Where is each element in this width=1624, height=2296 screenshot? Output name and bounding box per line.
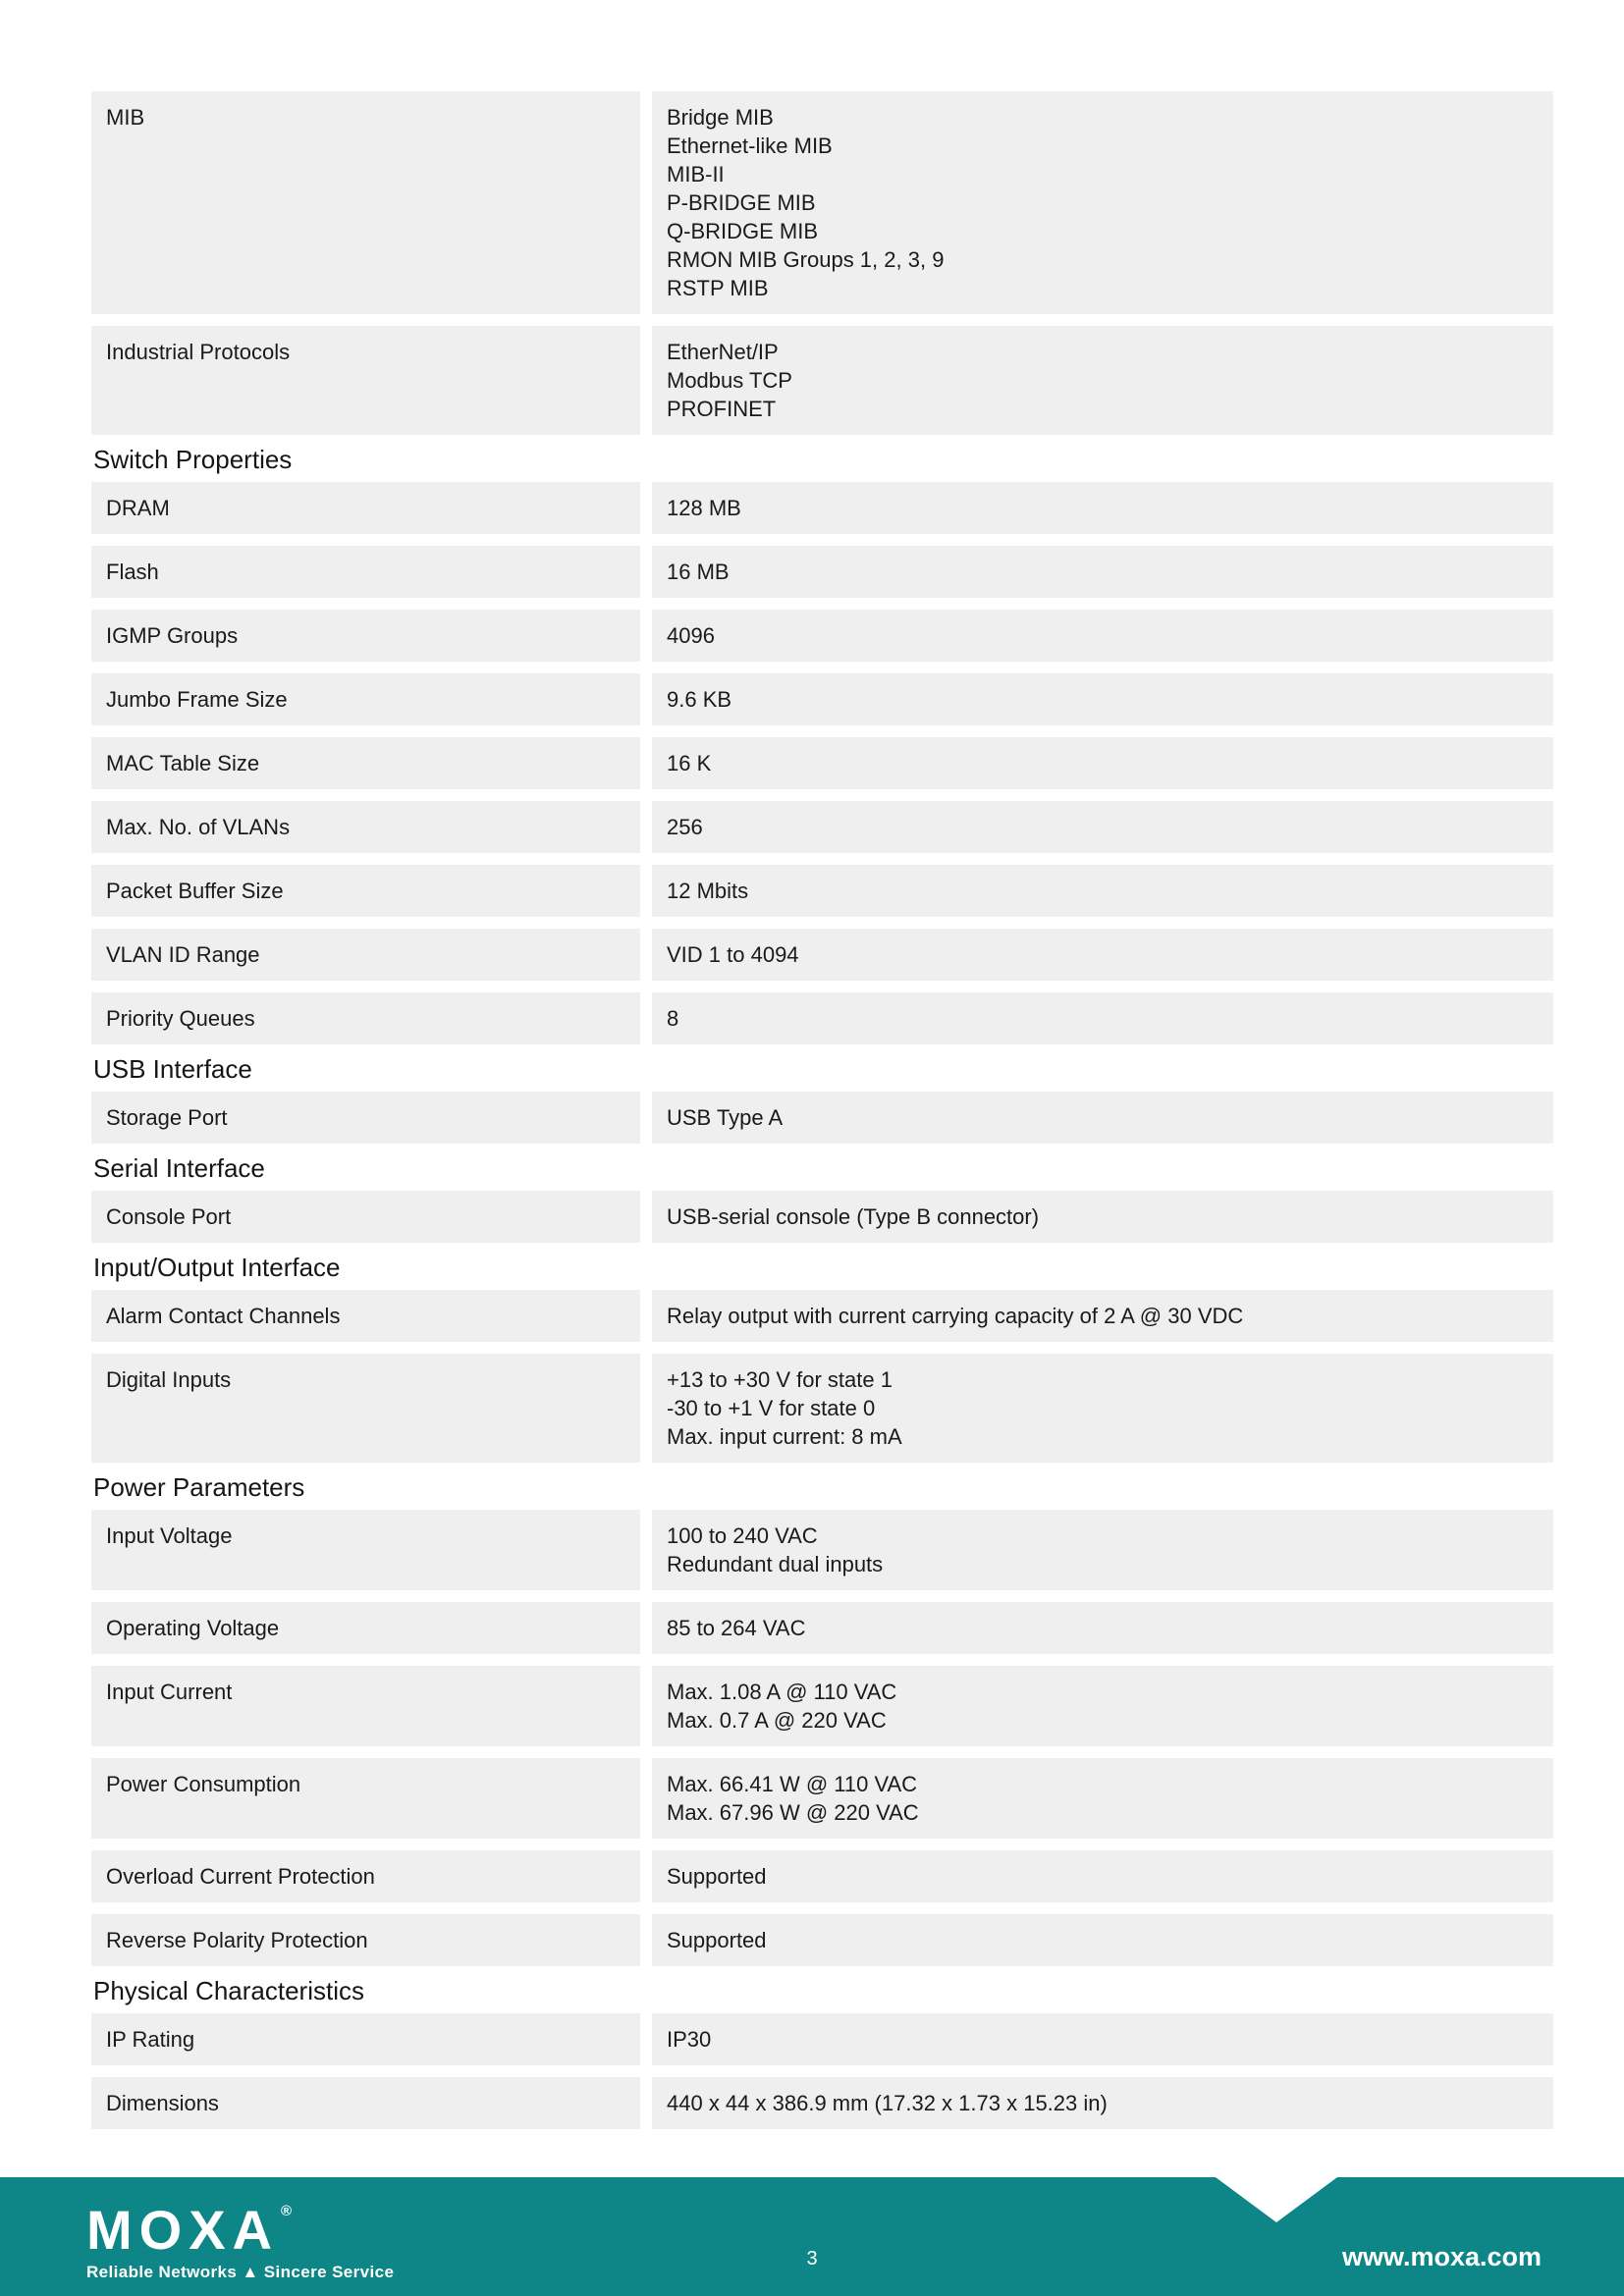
spec-value-line: Relay output with current carrying capacity of 2 A @ 30 VDC (667, 1304, 1244, 1328)
spec-label: DRAM (91, 482, 640, 534)
spec-value-line: IP30 (667, 2027, 712, 2052)
spec-row (91, 865, 1553, 917)
section-title: Physical Characteristics (93, 1976, 364, 2005)
spec-label: Max. No. of VLANs (91, 801, 640, 853)
spec-label: Alarm Contact Channels (91, 1290, 640, 1342)
spec-value (652, 1914, 1553, 1966)
spec-label: Digital Inputs (91, 1354, 640, 1463)
spec-row (91, 801, 1553, 853)
spec-value-line: VID 1 to 4094 (667, 942, 799, 967)
moxa-brand-text: MOXA (86, 2199, 279, 2261)
spec-value (652, 2077, 1553, 2129)
spec-value-line: 85 to 264 VAC (667, 1616, 806, 1640)
spec-value-line: 16 MB (667, 560, 730, 584)
spec-value-line: Modbus TCP (667, 368, 792, 393)
spec-value-line: P-BRIDGE MIB (667, 190, 816, 215)
spec-value (652, 1510, 1553, 1590)
spec-row (91, 2077, 1553, 2129)
spec-value (652, 1092, 1553, 1144)
spec-label: Overload Current Protection (91, 1850, 640, 1902)
spec-value-line: 8 (667, 1006, 679, 1031)
spec-row (91, 2013, 1553, 2065)
spec-value-line: 16 K (667, 751, 712, 775)
spec-row (91, 1354, 1553, 1463)
spec-value-line: 256 (667, 815, 703, 839)
spec-value-line: USB Type A (667, 1105, 784, 1130)
spec-label: MAC Table Size (91, 737, 640, 789)
spec-row (91, 673, 1553, 725)
spec-value-line: 9.6 KB (667, 687, 732, 712)
spec-row (91, 1850, 1553, 1902)
spec-row (91, 1290, 1553, 1342)
spec-value (652, 673, 1553, 725)
spec-row (91, 1602, 1553, 1654)
spec-row (91, 326, 1553, 435)
spec-value (652, 992, 1553, 1044)
spec-label: Priority Queues (91, 992, 640, 1044)
spec-value-line: Max. 1.08 A @ 110 VAC (667, 1680, 897, 1704)
spec-label: Input Current (91, 1666, 640, 1746)
spec-row (91, 482, 1553, 534)
spec-value-line: Redundant dual inputs (667, 1552, 884, 1576)
spec-row (91, 992, 1553, 1044)
spec-value (652, 1602, 1553, 1654)
spec-row (91, 610, 1553, 662)
spec-value (652, 1758, 1553, 1839)
footer-band (0, 2177, 1624, 2296)
spec-label: Reverse Polarity Protection (91, 1914, 640, 1966)
spec-row (91, 1666, 1553, 1746)
spec-value (652, 1191, 1553, 1243)
spec-value (652, 1354, 1553, 1463)
website-link[interactable]: www.moxa.com (1341, 2242, 1542, 2271)
spec-value-line: 100 to 240 VAC (667, 1523, 818, 1548)
spec-value (652, 91, 1553, 314)
spec-row (91, 91, 1553, 314)
spec-table (91, 91, 1553, 2141)
spec-value-line: Q-BRIDGE MIB (667, 219, 819, 243)
section-title: Switch Properties (93, 445, 293, 474)
spec-row (91, 1914, 1553, 1966)
spec-label: Flash (91, 546, 640, 598)
spec-label: Jumbo Frame Size (91, 673, 640, 725)
footer-notch-decoration (1216, 2177, 1337, 2222)
spec-value-line: 128 MB (667, 496, 741, 520)
spec-value-line: MIB-II (667, 162, 725, 187)
spec-row (91, 929, 1553, 981)
spec-value-line: Max. 66.41 W @ 110 VAC (667, 1772, 918, 1796)
spec-row (91, 1092, 1553, 1144)
spec-label: Input Voltage (91, 1510, 640, 1590)
spec-value (652, 482, 1553, 534)
spec-value (652, 737, 1553, 789)
spec-value-line: Max. 0.7 A @ 220 VAC (667, 1708, 887, 1733)
spec-value-line: 4096 (667, 623, 715, 648)
spec-value (652, 1666, 1553, 1746)
spec-label: Packet Buffer Size (91, 865, 640, 917)
spec-value (652, 801, 1553, 853)
spec-row (91, 1510, 1553, 1590)
spec-value-line: Max. input current: 8 mA (667, 1424, 902, 1449)
spec-row (91, 1758, 1553, 1839)
spec-value-line: Ethernet-like MIB (667, 133, 833, 158)
spec-value-line: 440 x 44 x 386.9 mm (17.32 x 1.73 x 15.23 in) (667, 2091, 1108, 2115)
spec-value-line: RMON MIB Groups 1, 2, 3, 9 (667, 247, 945, 272)
spec-label: Storage Port (91, 1092, 640, 1144)
spec-row (91, 1191, 1553, 1243)
section-title: Power Parameters (93, 1472, 305, 1502)
spec-value (652, 2013, 1553, 2065)
spec-value (652, 546, 1553, 598)
spec-value-line: USB-serial console (Type B connector) (667, 1204, 1040, 1229)
spec-label: VLAN ID Range (91, 929, 640, 981)
spec-value-line: -30 to +1 V for state 0 (667, 1396, 876, 1420)
spec-value-line: EtherNet/IP (667, 340, 779, 364)
moxa-tagline: Reliable Networks ▲ Sincere Service (86, 2263, 395, 2281)
section-title: Input/Output Interface (93, 1253, 341, 1282)
spec-row (91, 737, 1553, 789)
spec-value-line: Supported (667, 1864, 767, 1889)
spec-value-line: RSTP MIB (667, 276, 769, 300)
spec-value (652, 1290, 1553, 1342)
spec-value-line: 12 Mbits (667, 879, 749, 903)
section-title: Serial Interface (93, 1153, 265, 1183)
spec-label: IP Rating (91, 2013, 640, 2065)
spec-value-line: PROFINET (667, 397, 777, 421)
spec-label: Dimensions (91, 2077, 640, 2129)
spec-label: MIB (91, 91, 640, 314)
spec-value (652, 326, 1553, 435)
registered-trademark-icon: ® (281, 2203, 293, 2219)
spec-label: Industrial Protocols (91, 326, 640, 435)
spec-label: Power Consumption (91, 1758, 640, 1839)
spec-value-line: Max. 67.96 W @ 220 VAC (667, 1800, 919, 1825)
section-title: USB Interface (93, 1054, 252, 1084)
spec-label: Operating Voltage (91, 1602, 640, 1654)
spec-label: IGMP Groups (91, 610, 640, 662)
spec-value (652, 1850, 1553, 1902)
spec-value-line: Supported (667, 1928, 767, 1952)
spec-value-line: Bridge MIB (667, 105, 774, 130)
spec-value (652, 610, 1553, 662)
spec-label: Console Port (91, 1191, 640, 1243)
spec-value-line: +13 to +30 V for state 1 (667, 1367, 893, 1392)
spec-value (652, 865, 1553, 917)
page-number: 3 (806, 2248, 818, 2269)
spec-value (652, 929, 1553, 981)
spec-row (91, 546, 1553, 598)
